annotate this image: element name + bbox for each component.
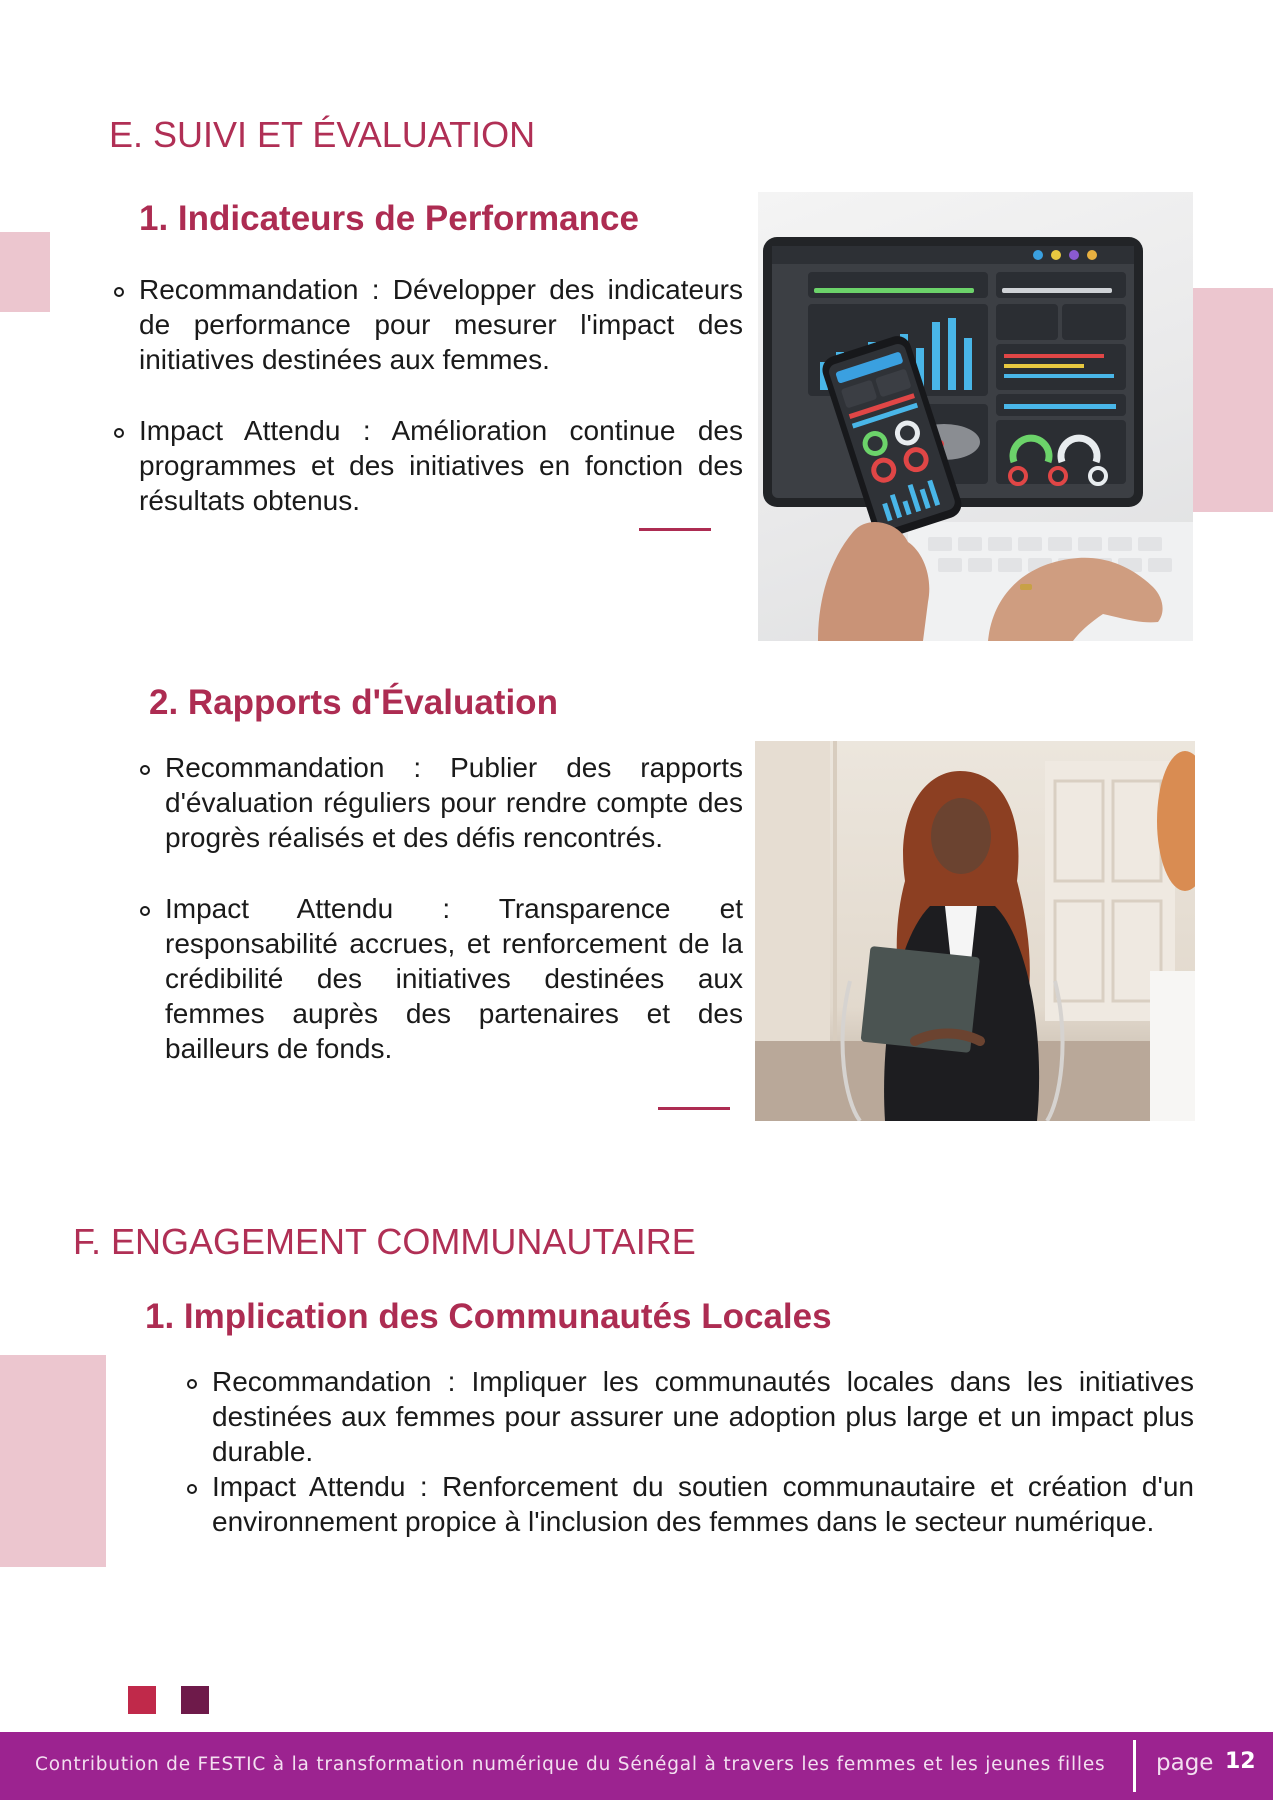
subsection-e2-title: 2. Rapports d'Évaluation: [149, 683, 558, 722]
subsection-f1-list: [212, 1364, 1194, 1539]
list-item: Recommandation : Développer des indicateurs de performance pour mesurer l'impact des initiatives destinées aux femmes.: [139, 274, 743, 375]
page-label: page: [1156, 1750, 1214, 1776]
page-number: 12: [1225, 1749, 1256, 1774]
dashboard-illustration: [758, 192, 1193, 641]
dashboard-analytics-image: [758, 192, 1193, 641]
list-item: Recommandation : Publier des rapports d'évaluation réguliers pour rendre compte des progrès réalisés et des défis rencontrés.: [165, 752, 743, 853]
list-item: Impact Attendu : Transparence et responsabilité accrues, et renforcement de la crédibilité des initiatives destinées aux femmes auprès des partenaires et des bailleurs de fonds.: [165, 893, 743, 1064]
decor-square-red: [128, 1686, 156, 1714]
accent-rule: [639, 528, 711, 531]
woman-photo-illustration: [755, 741, 1195, 1121]
subsection-e1-list: [139, 272, 743, 554]
subsection-f1-title: 1. Implication des Communautés Locales: [145, 1297, 832, 1336]
decor-block-right: [1193, 288, 1273, 512]
list-item: Impact Attendu : Amélioration continue des programmes et des initiatives en fonction des résultats obtenus.: [139, 415, 743, 516]
accent-rule: [658, 1107, 730, 1110]
subsection-e1-title: 1. Indicateurs de Performance: [139, 199, 639, 238]
footer-bar: [0, 1732, 1273, 1800]
section-e-title: E. SUIVI ET ÉVALUATION: [109, 114, 536, 155]
decor-square-plum: [181, 1686, 209, 1714]
subsection-e2-list: [165, 750, 743, 1102]
section-f-title: F. ENGAGEMENT COMMUNAUTAIRE: [73, 1221, 696, 1262]
decor-block-left-bottom: [0, 1355, 106, 1567]
footer-text: Contribution de FESTIC à la transformation numérique du Sénégal à travers les femmes et les jeunes filles: [35, 1754, 1106, 1775]
decor-block-left-top: [0, 232, 50, 312]
list-item: Impact Attendu : Renforcement du soutien communautaire et création d'un environnement propice à l'inclusion des femmes dans le secteur numérique.: [212, 1471, 1194, 1537]
footer-divider: [1133, 1740, 1136, 1792]
list-item: Recommandation : Impliquer les communautés locales dans les initiatives destinées aux femmes pour assurer une adoption plus large et un impact plus durable.: [212, 1366, 1194, 1467]
woman-with-clipboard-image: [755, 741, 1195, 1121]
